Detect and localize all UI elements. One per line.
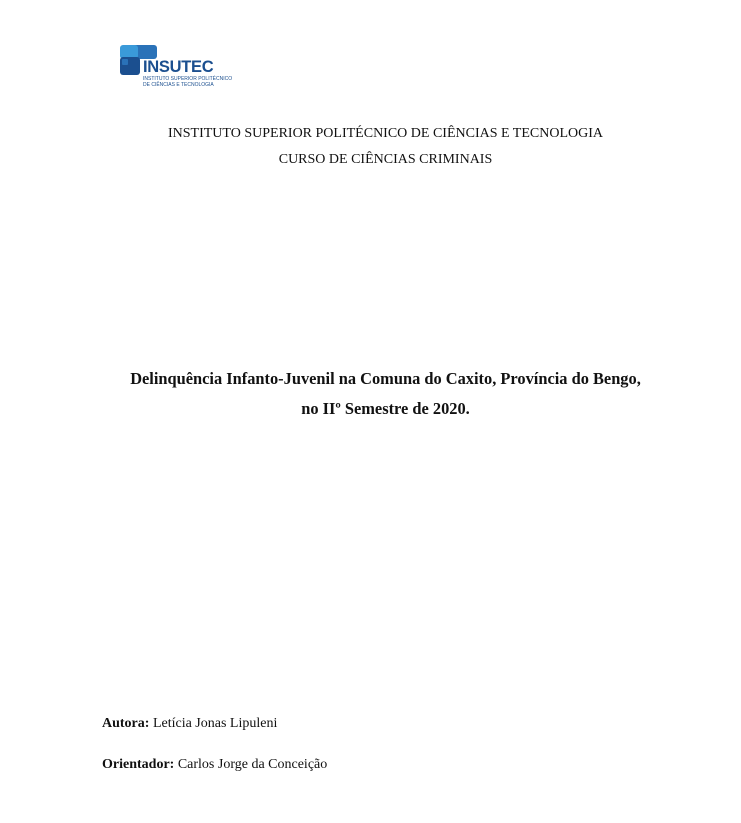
document-title bbox=[0, 364, 741, 424]
author-label: Autora: bbox=[102, 716, 150, 731]
advisor-name: Carlos Jorge da Conceição bbox=[177, 757, 328, 772]
title-line1: Delinquência Infanto-Juvenil na Comuna do Caxito, Província do Bengo, bbox=[130, 369, 641, 388]
author-line bbox=[102, 714, 277, 734]
author-name: Letícia Jonas Lipuleni bbox=[152, 716, 278, 731]
logo-subtitle bbox=[143, 76, 232, 88]
logo-subtitle-line1: INSTITUTO SUPERIOR POLITÉCNICO bbox=[143, 76, 233, 82]
advisor-line bbox=[102, 755, 327, 775]
advisor-label: Orientador: bbox=[102, 757, 175, 772]
title-line2: no IIº Semestre de 2020. bbox=[301, 399, 470, 418]
logo-subtitle-line2: DE CIÊNCIAS E TECNOLOGIA bbox=[143, 82, 214, 88]
logo-wordmark: INSUTEC bbox=[143, 58, 214, 76]
insutec-logo bbox=[118, 44, 248, 92]
course-name: CURSO DE CIÊNCIAS CRIMINAIS bbox=[278, 152, 493, 167]
institution-name: INSTITUTO SUPERIOR POLITÉCNICO DE CIÊNCIAS E TECNOLOGIA bbox=[167, 126, 604, 141]
institution-header bbox=[0, 121, 741, 173]
